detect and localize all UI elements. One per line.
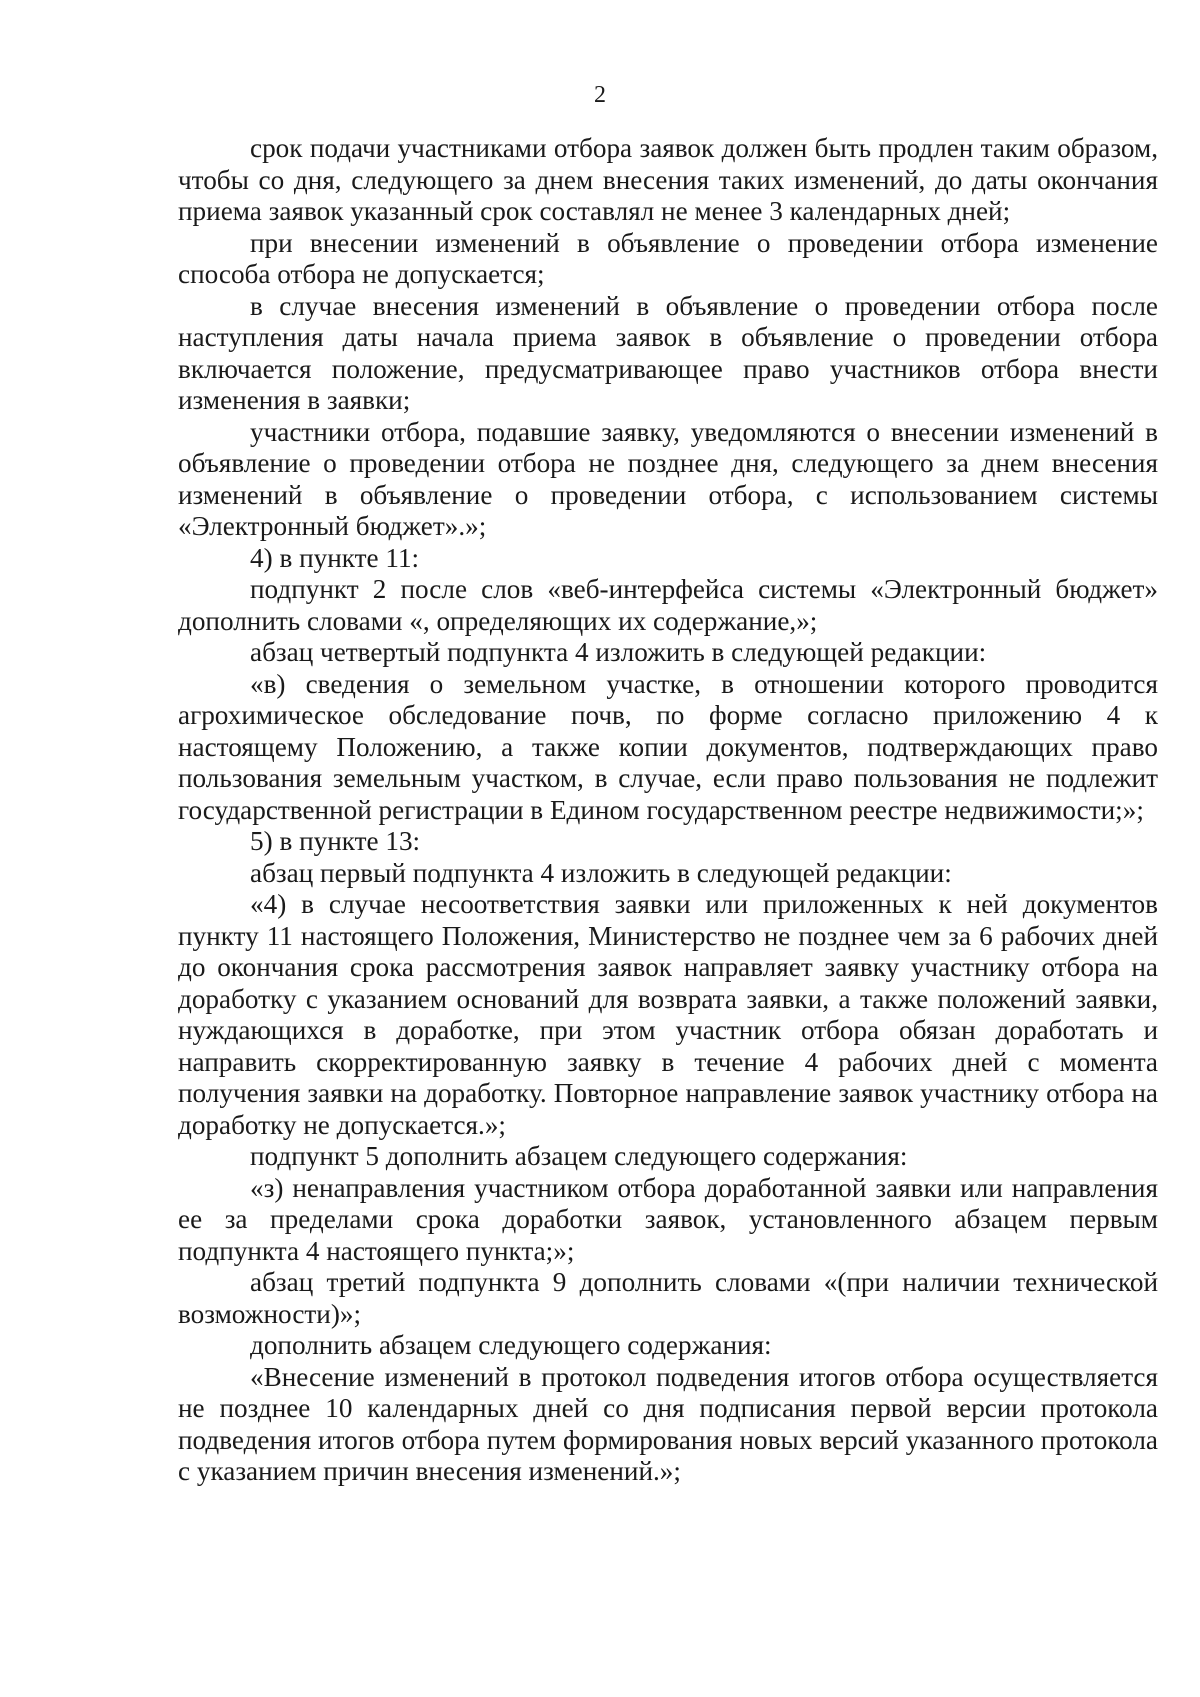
paragraph: абзац первый подпункта 4 изложить в следующей редакции: (250, 857, 952, 888)
paragraph: 5) в пункте 13: (250, 826, 421, 856)
paragraph: участники отбора, подавшие заявку, уведомляются о внесении изменений в объявление о проведении отбора не позднее дня, следующего за днем внесения изменений в объявление о проведении отбора, с использованием системы «Электронный бюджет».»; (178, 416, 1158, 541)
paragraph: «Внесение изменений в протокол подведения итогов отбора осуществляется не позднее 10 календарных дней со дня подписания первой версии протокола подведения итогов отбора путем формирования новых версий указанного протокола с указанием причин внесения изменений.»; (178, 1361, 1158, 1486)
paragraph: абзац третий подпункта 9 дополнить словами «(при наличии технической возможности)»; (178, 1267, 1158, 1329)
paragraph: срок подачи участниками отбора заявок должен быть продлен таким образом, чтобы со дня, следующего за днем внесения таких изменений, до даты окончания приема заявок указанный срок составлял не менее 3 календарных дней; (178, 133, 1158, 226)
page-number: 2 (594, 82, 606, 108)
paragraph: 4) в пункте 11: (250, 542, 420, 573)
paragraph: в случае внесения изменений в объявление о проведении отбора после наступления даты начала приема заявок в объявление о проведении отбора включается положение, предусматривающее право участников отбора внести изменения в заявки; (178, 290, 1158, 415)
paragraph: «з) ненаправления участником отбора доработанной заявки или направления ее за пределами срока доработки заявок, установленного абзацем первым подпункта 4 настоящего пункта;»; (178, 1172, 1158, 1266)
paragraph: «4) в случае несоответствия заявки или приложенных к ней документов пункту 11 настоящего Положения, Министерство не позднее чем за 6 рабочих дней до окончания срока рассмотрения заявок направляет заявку участнику отбора на доработку с указанием оснований для возврата заявки, а также положений заявки, нуждающихся в доработке, при этом участник отбора обязан доработать и направить скорректированную заявку в течение 4 рабочих дней с момента получения заявки на доработку. Повторное направление заявок участнику отбора на доработку не допускается.»; (178, 889, 1158, 1140)
paragraph: подпункт 2 после слов «веб-интерфейса системы «Электронный бюджет» дополнить словами «, определяющих их содержание,»; (178, 574, 1158, 636)
paragraph: «в) сведения о земельном участке, в отношении которого проводится агрохимическое обследование почв, по форме согласно приложению 4 к настоящему Положению, а также копии документов, подтверждающих право пользования земельным участком, в случае, если право пользования не подлежит государственной регистрации в Едином государственном реестре недвижимости;»; (178, 668, 1158, 825)
paragraph: подпункт 5 дополнить абзацем следующего содержания: (250, 1141, 908, 1171)
paragraph: дополнить абзацем следующего содержания: (250, 1330, 772, 1360)
paragraph: абзац четвертый подпункта 4 изложить в следующей редакции: (250, 637, 987, 667)
paragraph: при внесении изменений в объявление о проведении отбора изменение способа отбора не допускается; (178, 227, 1158, 289)
document-body (178, 133, 1158, 1488)
